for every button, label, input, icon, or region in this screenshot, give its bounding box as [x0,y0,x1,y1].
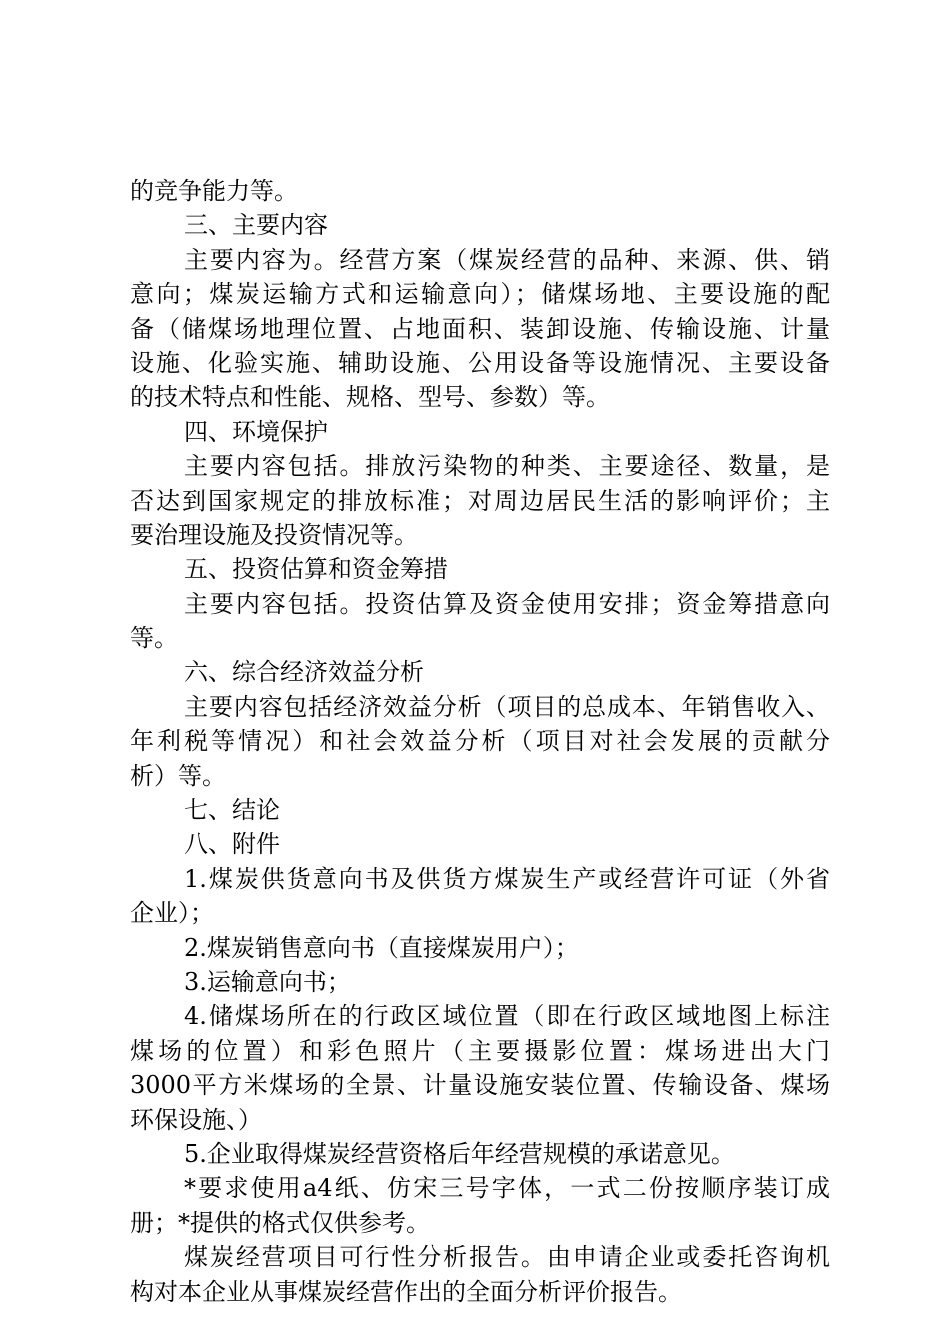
text-line: 3.运输意向书； [184,967,351,996]
text-line: 2.煤炭销售意向书（直接煤炭用户）； [184,933,579,962]
text-line: 主要内容包括。投资估算及资金使用安排；资金筹措意向 [184,589,830,618]
text-line: 四、环境保护 [184,417,328,446]
text-line: 环保设施、） [130,1105,262,1134]
text-line: 煤场的位置）和彩色照片（主要摄影位置：煤场进出大门 [130,1036,830,1065]
text-line: 构对本企业从事煤炭经营作出的全面分析评价报告。 [130,1277,682,1306]
text-line: 备（储煤场地理位置、占地面积、装卸设施、传输设施、计量 [130,314,830,343]
text-line: 设施、化验实施、辅助设施、公用设备等设施情况、主要设备 [130,348,830,377]
text-line: 七、结论 [184,796,280,825]
text-line: 八、附件 [184,830,280,859]
text-line: 4.储煤场所在的行政区域位置（即在行政区域地图上标注 [184,1002,830,1031]
text-line: 年利税等情况）和社会效益分析（项目对社会发展的贡献分 [130,727,830,756]
text-line: 1.煤炭供货意向书及供货方煤炭生产或经营许可证（外省 [184,864,830,893]
text-line: 六、综合经济效益分析 [184,658,424,687]
text-line: 5.企业取得煤炭经营资格后年经营规模的承诺意见。 [184,1139,735,1168]
text-line: 析）等。 [130,761,226,790]
text-line: 等。 [130,624,178,653]
text-line: 册；*提供的格式仅供参考。 [130,1208,430,1237]
text-line: 五、投资估算和资金筹措 [184,555,448,584]
text-line: 主要内容为。经营方案（煤炭经营的品种、来源、供、销 [184,245,830,274]
text-line: 的技术特点和性能、规格、型号、参数）等。 [130,383,610,412]
text-line: 要治理设施及投资情况等。 [130,520,418,549]
text-line: *要求使用a4纸、仿宋三号字体，一式二份按顺序装订成 [184,1174,830,1203]
text-line: 的竞争能力等。 [130,177,298,205]
text-line: 企业）； [130,899,214,928]
document-page [130,174,830,1309]
text-line: 3000平方米煤场的全景、计量设施安装位置、传输设备、煤场 [130,1071,830,1100]
text-line: 意向；煤炭运输方式和运输意向）；储煤场地、主要设施的配 [130,280,830,309]
text-line: 煤炭经营项目可行性分析报告。由申请企业或委托咨询机 [184,1243,830,1272]
text-line: 否达到国家规定的排放标准；对周边居民生活的影响评价；主 [130,486,830,515]
text-line: 主要内容包括。排放污染物的种类、主要途径、数量，是 [184,452,830,481]
text-line: 主要内容包括经济效益分析（项目的总成本、年销售收入、 [184,692,830,721]
text-line: 三、主要内容 [184,211,328,240]
